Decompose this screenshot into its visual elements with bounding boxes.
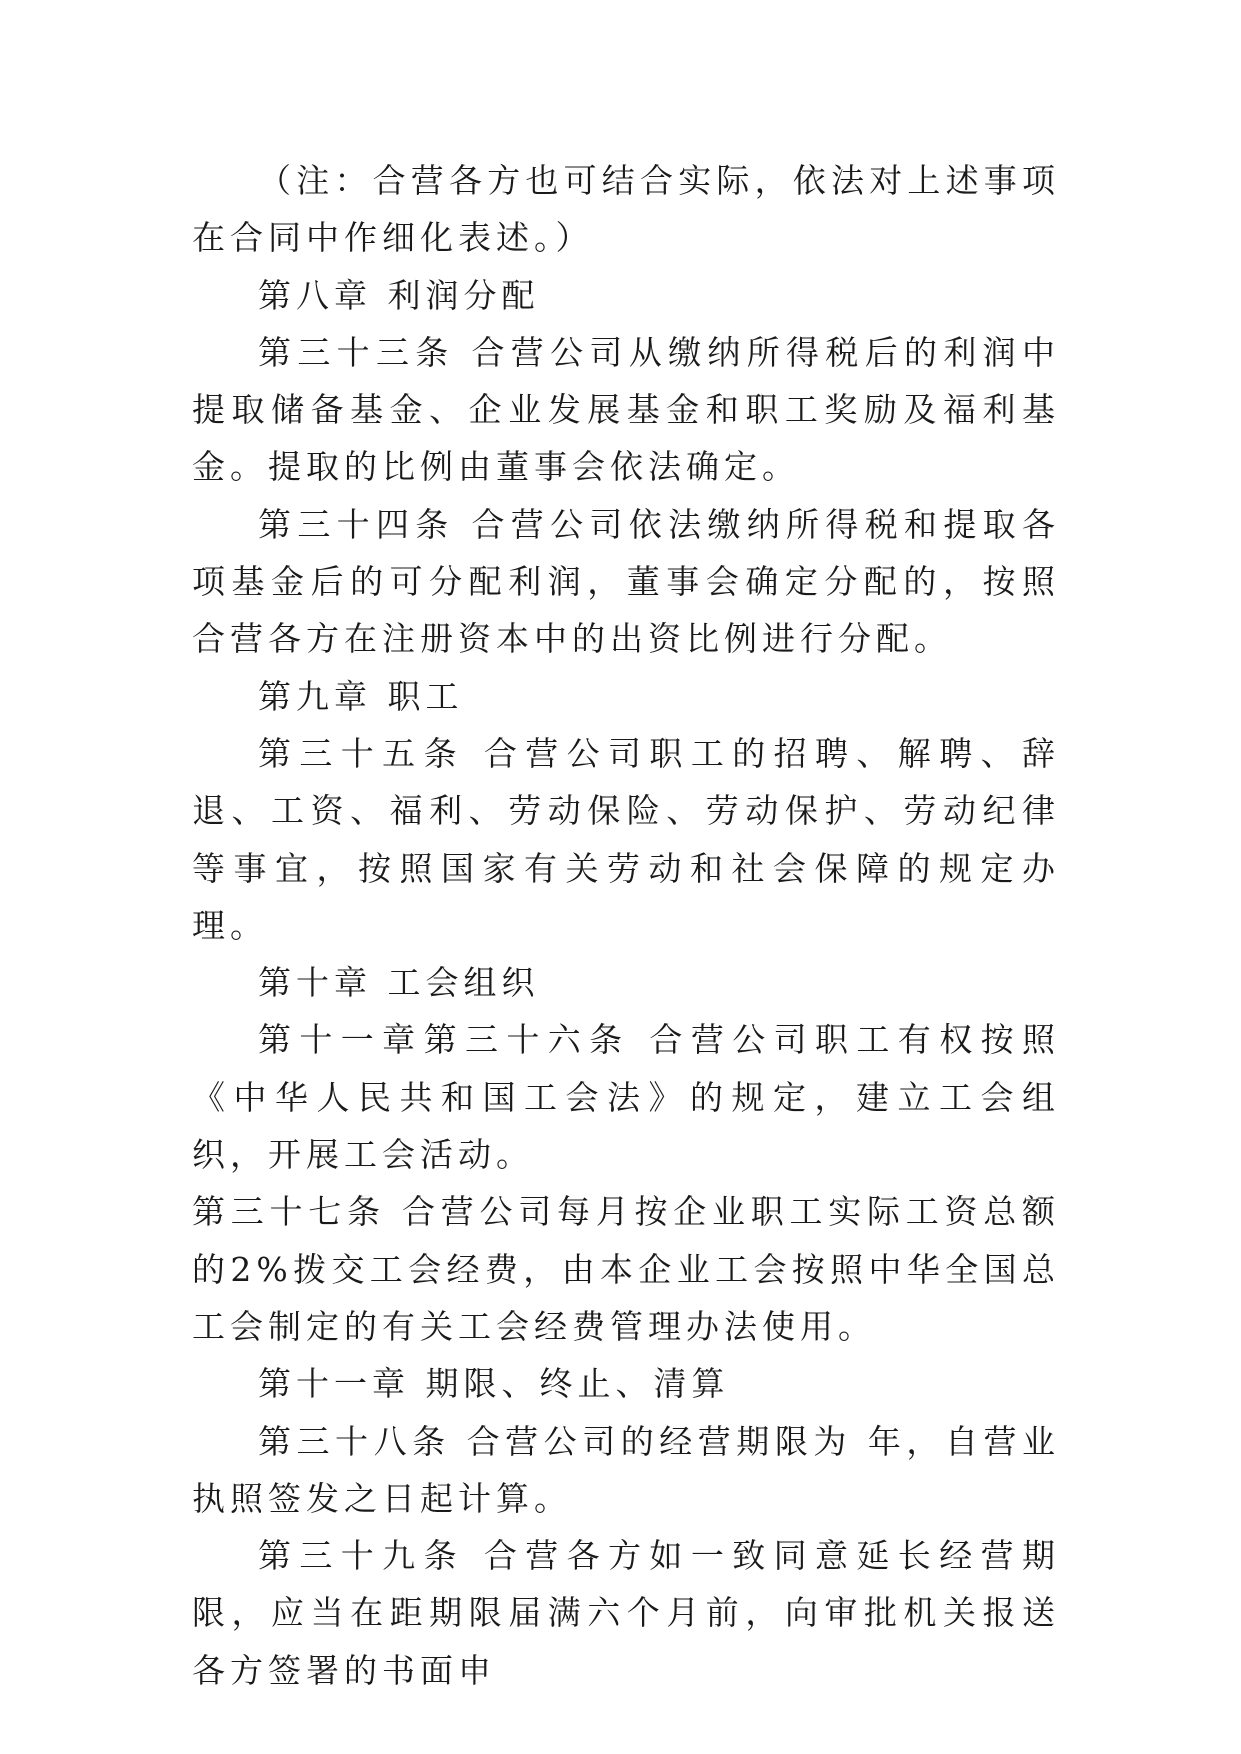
article-33: 第三十三条 合营公司从缴纳所得税后的利润中提取储备基金、企业发展基金和职工奖励及福利基金。提取的比例由董事会依法确定。 [192, 332, 1060, 487]
chapter-heading-10: 第十章 工会组织 [258, 963, 540, 1003]
note-paragraph: （注：合营各方也可结合实际，依法对上述事项在合同中作细化表述。） [192, 161, 1060, 258]
article-34: 第三十四条 合营公司依法缴纳所得税和提取各项基金后的可分配利润，董事会确定分配的，按照合营各方在注册资本中的出资比例进行分配。 [192, 504, 1060, 659]
article-39: 第三十九条 合营各方如一致同意延长经营期限，应当在距期限届满六个月前，向审批机关报送各方签署的书面申 [192, 1536, 1060, 1690]
chapter-heading-9: 第九章 职工 [258, 676, 464, 716]
article-35: 第三十五条 合营公司职工的招聘、解聘、辞退、工资、福利、劳动保险、劳动保护、劳动纪律等事宜，按照国家有关劳动和社会保障的规定办理。 [192, 733, 1060, 945]
chapter-heading-11: 第十一章 期限、终止、清算 [258, 1364, 730, 1404]
document-body [192, 152, 1060, 1699]
article-36: 第十一章第三十六条 合营公司职工有权按照《中华人民共和国工会法》的规定，建立工会组织，开展工会活动。 [192, 1020, 1060, 1175]
article-37: 第三十七条 合营公司每月按企业职工实际工资总额的2%拨交工会经费，由本企业工会按照中华全国总工会制定的有关工会经费管理办法使用。 [192, 1192, 1060, 1346]
article-38: 第三十八条 合营公司的经营期限为 年，自营业执照签发之日起计算。 [192, 1421, 1060, 1518]
chapter-heading-8: 第八章 利润分配 [258, 275, 540, 315]
